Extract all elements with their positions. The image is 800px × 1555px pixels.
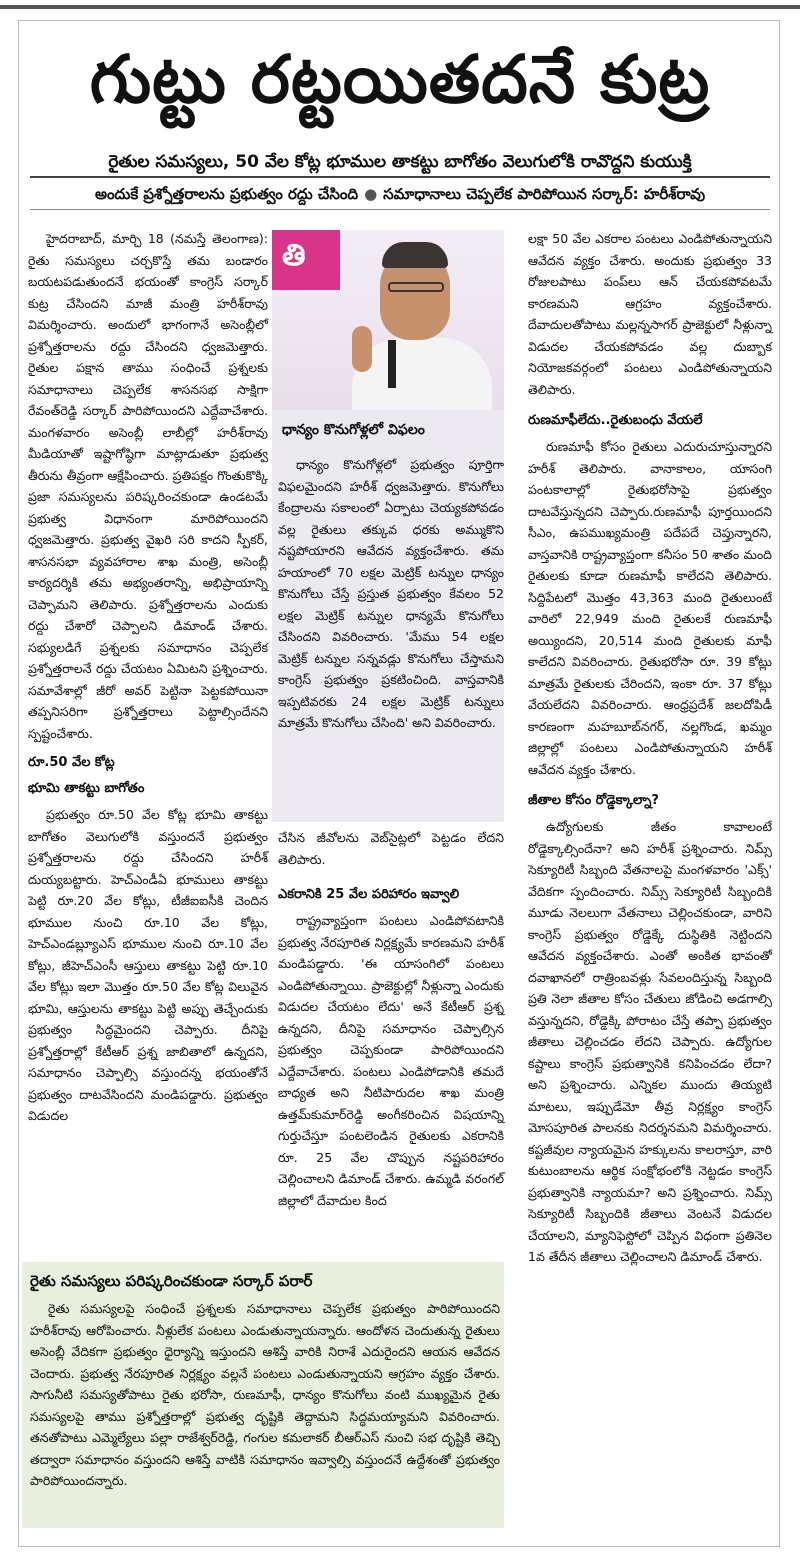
sidebar-story-paragraph: రైతు సమస్యలపై సంధించే ప్రశ్నలకు సమాధానాలు చెప్పలేక ప్రభుత్వం పారిపోయిందని హరీశ్‌రావు ఆరోపించారు. నీళ్లులేక పంటలు ఎండుతున్నాయన్నారు. ఆందోళన చెందుతున్న రైతులు అసెంబ్లీ వేదికగా ప్రభుత్వం ధైర్యాన్ని ఇస్తుందని ఆశిస్తే వారికి నిరాశే ఎదురైందని ఆయన ఆవేదన చెందారు. ప్రభుత్వ నేరపూరిత నిర్లక్ష్యం వల్లనే పంటలు ఎండుతున్నాయని ఆగ్రహం వ్యక్తం చేశారు. సాగునీటి సమస్యతోపాటు రైతు భరోసా, రుణమాఫీ, ధాన్యం కొనుగోలు వంటి ముఖ్యమైన రైతు సమస్యలపై తాము ప్రశ్నోత్తరాల్లో ప్రభుత్వ దృష్టికి తెద్దామని సిద్ధమయ్యామని వివరించారు. తనతోపాటు ఎమ్మెల్యేలు పల్లా రాజేశ్వర్‌రెడ్డి, గంగుల కమలాకర్‌ బీఆర్‌ఎస్‌ నుంచి సభ దృష్టికి తెచ్చి తద్వారా సమాధానం వస్తుందని ఆశిస్తే వాటికి సమాధానం ఇవ్వాల్సి వస్తుందనే ఉద్దేశంతో ప్రభుత్వం పారిపోయిందన్నారు.	[30, 1301, 500, 1488]
photo-banner	[272, 230, 340, 290]
speaker-photo	[272, 230, 504, 410]
article-paragraph: ప్రభుత్వం రూ.50 వేల కోట్ల భూమి తాకట్టు బాగోతం వెలుగులోకి వస్తుందనే ప్రభుత్వం ప్రశ్నోత్తరాలను రద్దు చేసిందని హరీశ్‌ దుయ్యబట్టారు. హెచ్‌ఎండీఏ భూములు తాకట్టు పెట్టి రూ.20 వేల కోట్లు, టీజీఐఐసీకి చెందిన భూముల నుంచి రూ.10 వేల కోట్లు, హెచ్‌ఎండబ్ల్యూఎస్‌ భూముల నుంచి రూ.10 వేల కోట్లు, జీహెచ్‌ఎంసీ ఆస్తులు తాకట్టు పెట్టి రూ.10 వేల కోట్లు ఇలా మొత్తం రూ.50 వేల కోట్ల విలువైన భూమి, ఆస్తులను తాకట్టు పెట్టి అప్పు తెచ్చేందుకు ప్రభుత్వం సిద్ధమైందని చెప్పారు. దీనిపై ప్రశ్నోత్తరాల్లో కేటీఆర్‌ ప్రశ్న జాబితాలో ఉన్నదని, సమాధానం చెప్పాల్సి వస్తుందన్న భయంతోనే ప్రభుత్వం దాటవేసిందని మండిపడ్డారు. ప్రభుత్వం విడుదల	[28, 807, 268, 1123]
photo-figure-hair	[382, 242, 448, 268]
section-subhead: ఎకరానికి 25 వేల పరిహారం ఇవ్వాలి	[278, 887, 460, 902]
photo-figure-hand	[352, 326, 372, 372]
article-paragraph: చేసిన జీవోలను వెబ్‌సైట్లలో పెట్టడం లేదని తెలిపారు.	[278, 830, 504, 867]
top-rule	[0, 5, 800, 9]
caption-paragraph: ధాన్యం కొనుగోళ్లలో ప్రభుత్వం పూర్తిగా విఫలమైందని హరీశ్‌ ధ్వజమెత్తారు. కొనుగోలు కేంద్రాలను సకాలంలో ఏర్పాటు చెయ్యకపోవడం వల్ల రైతులు తక్కువ ధరకు అమ్ముకొని నష్టపోయారని ఆవేదన వ్యక్తంచేశారు. తమ హయాంలో 70 లక్షల మెట్రిక్‌ టన్నుల ధాన్యం కొనుగోలు చేస్తే ప్రస్తుత ప్రభుత్వం కేవలం 52 లక్షల మెట్రిక్‌ టన్నుల ధాన్యమే కొనుగోలు చేసిందని వివరించారు. 'మేము 54 లక్షల మెట్రిక్‌ టన్నుల సన్నవడ్లు కొనుగోలు చేస్తామని కాంగ్రెస్‌ ప్రభుత్వం ప్రకటించింది. వాస్తవానికి ఇప్పటివరకు 24 లక్షల మెట్రిక్‌ టన్నులు మాత్రమే కొనుగోలు చేసింది' అని వివరించారు.	[278, 457, 504, 730]
subheadline-2-right: సమాధానాలు చెప్పలేక పారిపోయిన సర్కార్‌: హరీశ్‌రావు	[383, 185, 706, 203]
bullet-dot-icon: ●	[364, 185, 378, 203]
article-paragraph: ఉద్యోగులకు జీతం కావాలంటే రోడ్డెక్కాల్సిందేనా? అని హరీశ్‌ ప్రశ్నించారు. నిమ్స్‌ సెక్యూరిటీ సిబ్బంది వేతనాలపై మంగళవారం 'ఎక్స్‌' వేదికగా స్పందించారు. నిమ్స్‌ సెక్యూరిటీ సిబ్బందికి మూడు నెలలుగా వేతనాలు చెల్లించకుండా, వారిని కాంగ్రెస్‌ ప్రభుత్వం రోడ్డెక్కే దుస్థితికి నెట్టిందని ఆవేదన వ్యక్తంచేశారు. ఎంతో అంకిత భావంతో దవాఖానలో రాత్రింబవళ్లు సేవలందిస్తున్న సిబ్బంది ప్రతి నెలా జీతాల కోసం చేతులు జోడించి అడగాల్సి వస్తున్నదని, రోడ్డెక్కి పోరాటం చేస్తే తప్పా ప్రభుత్వం జీతాలు చెల్లించడం లేదని చెప్పారు. ఉద్యోగుల కష్టాలు కాంగ్రెస్‌ ప్రభుత్వానికి కనిపించడం లేదా? అని ప్రశ్నించారు. ఎన్నికల ముందు తియ్యటి మాటలు, ఇప్పుడేమో తీవ్ర నిర్లక్ష్యం కాంగ్రెస్‌ మోసపూరిత పాలనకు నిదర్శనమని విమర్శించారు. కష్టజీవుల న్యాయమైన హక్కులను కాలరాస్తూ, వారి కుటుంబాలను ఆర్థిక సంక్షోభంలోకి నెట్టడం కాంగ్రెస్‌ ప్రభుత్వానికి న్యాయమా? అని ప్రశ్నించారు. నిమ్స్‌ సెక్యూరిటీ సిబ్బందికి జీతాలు వెంటనే విడుదల చేయాలని, మ్యానిఫెస్టోలో చెప్పిన విధంగా ప్రతినెల 1వ తేదీన జీతాలు చెల్లించాలని డిమాండ్‌ చేశారు.	[528, 819, 772, 1264]
article-column-3	[528, 228, 772, 1268]
article-paragraph: లక్షా 50 వేల ఎకరాల పంటలు ఎండిపోతున్నాయని ఆవేదన వ్యక్తం చేశారు. అందుకు ప్రభుత్వం 33 రోజులపాటు పంప్‌లు ఆన్‌ చేయకపోవటమే కారణమని ఆగ్రహం వ్యక్తంచేశారు. దేవాదులతోపాటు మల్లన్నసాగర్‌ ప్రాజెక్టులో నీళ్లున్నా విడుదల చేయకపోవడం వల్ల దుబ్బాక నియోజకవర్గంలో పంటలు ఎండిపోతున్నాయని తెలిపారు.	[528, 231, 772, 397]
section-subhead: జీతాల కోసం రోడ్డెక్కాల్నా?	[528, 793, 659, 808]
photo-figure-body	[352, 338, 492, 410]
headline: గుట్టు రట్టయితదనే కుట్ర	[89, 41, 711, 118]
sidebar-story-title: రైతు సమస్యలు పరిష్కరించకుండా సర్కార్‌ పరార్‌	[30, 1272, 313, 1290]
sidebar-story-box	[22, 1262, 504, 1528]
caption-text-block	[278, 430, 504, 734]
microphone-icon	[388, 340, 396, 388]
section-subhead: భూమి తాకట్టు బాగోతం	[28, 781, 145, 796]
section-subhead: రూ.50 వేల కోట్ల	[28, 755, 115, 770]
subheadline-2-left: అందుకే ప్రశ్నోత్తరాలను ప్రభుత్వం రద్దు చేసింది	[94, 185, 359, 203]
photo-banner-text: తి	[282, 238, 306, 273]
article-column-2	[278, 827, 504, 1211]
subheadline-2	[30, 182, 770, 206]
article-paragraph: రాష్ట్రవ్యాప్తంగా పంటలు ఎండిపోవటానికి ప్రభుత్వ నేరపూరిత నిర్లక్ష్యమే కారణమని హరీశ్‌ మండిపడ్డారు. 'ఈ యాసంగిలో పంటలు ఎండిపోతున్నాయి. ప్రాజెక్టుల్లో నీళ్లున్నా ఎందుకు విడుదల చేయటం లేదు' అనే కేటీఆర్‌ ప్రశ్న ఉన్నదని, దీనిపై సమాధానం చెప్పాల్సిన ప్రభుత్వం చెప్పకుండా పారిపోయిందని ఎద్దేవాచేశారు. పంటలు ఎండిపోడానికి తమదే బాధ్యత అని నీటిపారుదల శాఖ మంత్రి ఉత్తమ్‌కుమార్‌రెడ్డి అంగీకరించిన విషయాన్ని గుర్తుచేస్తూ పంటలెండిన రైతులకు ఎకరానికి రూ. 25 వేల చొప్పున నష్టపరిహారం చెల్లించాలని డిమాండ్‌ చేశారు. ఉమ్మడి వరంగల్‌ జిల్లాలో దేవాదుల కింద	[278, 913, 504, 1208]
subheadline-divider	[30, 176, 770, 178]
article-paragraph: రుణమాఫీ కోసం రైతులు ఎదురుచూస్తున్నారని హరీశ్‌ తెలిపారు. వానాకాలం, యాసంగి పంటకాలాల్లో రైతుభరోసాపై ప్రభుత్వం దాటవేస్తున్నదని చెప్పారు.రుణమాఫీ పూర్తయిందని సీఎం, ఉపముఖ్యమంత్రి పదేపదే చెప్తున్నారని, వాస్తవానికి రాష్ట్రవ్యాప్తంగా కనీసం 50 శాతం మంది రైతులకు కూడా రుణమాఫీ కాలేదని తెలిపారు. సిద్దిపేటలో మొత్తం 43,363 మంది రైతులుంటే వారిలో 22,949 మంది రైతులకే రుణమాఫీ అయ్యిందని, 20,514 మంది రైతులకు మాఫీ కాలేదని వివరించారు. రైతుభరోసా రూ. 39 కోట్లు మాత్రమే రైతులకు చేరిందని, ఇంకా రూ. 37 కోట్లు వేయలేదని వివరించారు. ఆంధ్రప్రదేశ్‌ జలదోపిడీ కారణంగా మహబూబ్‌నగర్‌, నల్లగొండ, ఖమ్మం జిల్లాల్లో పంటలు ఎండిపోతున్నాయని హరీశ్‌ ఆవేదన వ్యక్తం చేశారు.	[528, 439, 772, 777]
photo-figure-glasses	[388, 282, 444, 292]
subheadline-divider-2	[30, 209, 770, 210]
section-subhead: రుణమాఫీలేదు..రైతుబంధు వేయలే	[528, 413, 703, 428]
caption-title: ధాన్యం కొనుగోళ్లలో విఫలం	[282, 422, 425, 438]
article-paragraph: హైదరాబాద్‌, మార్చి 18 (నమస్తే తెలంగాణ): రైతు సమస్యలు చర్చకొస్తే తమ బండారం బయటపడుతుందనే భయంతో కాంగ్రెస్‌ సర్కార్‌ కుట్ర చేసిందని మాజీ మంత్రి హరీశ్‌రావు విమర్శించారు. అందులో భాగంగానే అసెంబ్లీలో ప్రశ్నోత్తరాలను రద్దు చేసిందని ధ్వజమెత్తారు. రైతుల పక్షాన తాము సంధించే ప్రశ్నలకు సమాధానాలు చెప్పలేక శాసనసభ సాక్షిగా రేవంత్‌రెడ్డి సర్కార్‌ పారిపోయిందని ఎద్దేవాచేశారు. మంగళవారం అసెంబ్లీ లాబీల్లో హరీశ్‌రావు మీడియాతో ఇష్టాగోష్ఠిగా మాట్లాడుతూ ప్రభుత్వ తీరును తీవ్రంగా ఆక్షేపించారు. ప్రతిపక్షం గొంతుకొక్కి ప్రజా సమస్యలను పరిష్కరించకుండా ఉండటమే ప్రభుత్వ విధానంగా మారిపోయిందని ధ్వజమెత్తారు. ప్రభుత్వ వైఖరి సరి కాదని స్పీకర్‌, శాసనసభా వ్యవహారాల శాఖ మంత్రి, అసెంబ్లీ కార్యదర్శికి తమ అభ్యంతరాన్ని, అభిప్రాయాన్ని చెప్పామని తెలిపారు. ప్రశ్నోత్తరాలను ఎందుకు రద్దు చేశారో చెప్పాలని డిమాండ్‌ చేశారు. సభ్యులడిగే ప్రశ్నలకు సమాధానం చెప్పలేక ప్రశ్నోత్తరాలనే రద్దు చేయటం ఏమిటని ప్రశ్నించారు. సమావేశాల్లో జీరో అవర్‌ పెట్టినా పెట్టకపోయినా తప్పనిసరిగా ప్రశ్నోత్తరాలు పెట్టాల్సిందేనని స్పష్టంచేశారు.	[28, 231, 268, 741]
sidebar-story-text	[30, 1298, 500, 1492]
subheadline-1: రైతుల సమస్యలు, 50 వేల కోట్ల భూముల తాకట్టు బాగోతం వెలుగులోకి రావొద్దని కుయుక్తి	[108, 152, 692, 172]
article-column-1	[28, 228, 268, 1127]
